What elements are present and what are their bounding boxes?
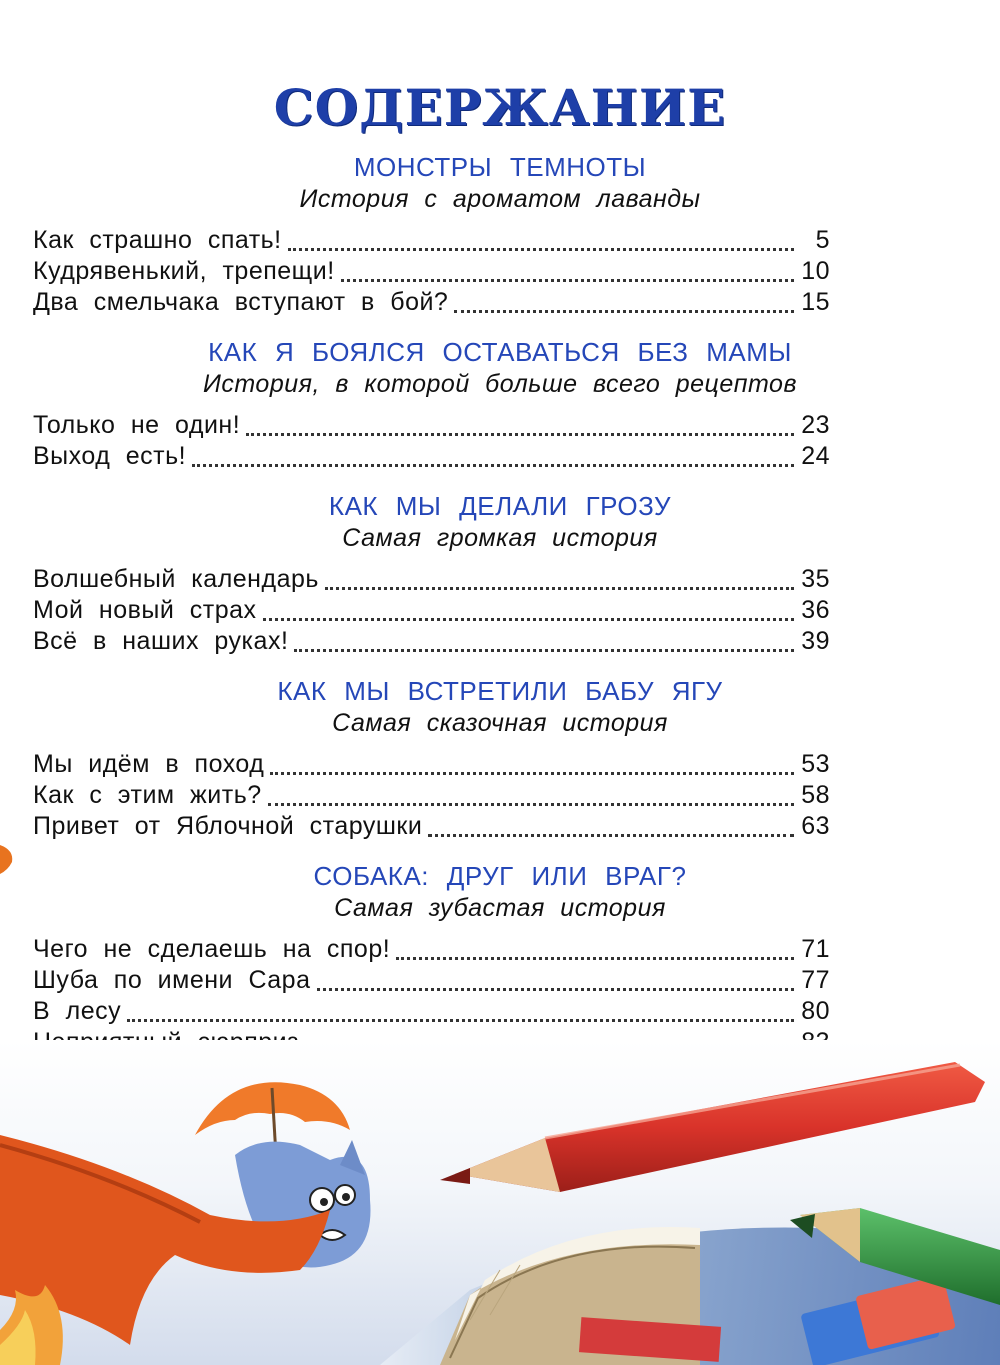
section-title: КАК МЫ ДЕЛАЛИ ГРОЗУ — [328, 491, 672, 521]
entry-label: В лесу — [33, 997, 122, 1025]
dot-leader — [341, 279, 794, 282]
dot-leader — [454, 310, 794, 313]
toc-entry[interactable] — [33, 410, 830, 441]
page-number: 77 — [801, 966, 830, 994]
toc-section — [0, 150, 1000, 318]
page-number: 24 — [801, 442, 830, 470]
toc-entry[interactable] — [33, 780, 830, 811]
dot-leader — [192, 464, 794, 467]
dot-leader — [294, 649, 794, 652]
dot-leader — [396, 957, 794, 960]
toc-entry[interactable] — [33, 225, 830, 256]
section-subtitle: История с ароматом лаванды — [299, 185, 701, 213]
entry-label: Два смельчака вступают в бой? — [33, 288, 449, 316]
entry-label: Кудрявенький, трепещи! — [33, 257, 335, 285]
page-title: СОДЕРЖАНИЕ — [273, 78, 727, 137]
entry-label: Только не один! — [33, 411, 241, 439]
toc-entry[interactable] — [33, 441, 830, 472]
page-number: 58 — [801, 781, 830, 809]
page-number: 36 — [801, 596, 830, 624]
dot-leader — [268, 803, 794, 806]
toc-entry[interactable] — [33, 749, 830, 780]
page-number: 80 — [801, 997, 830, 1025]
toc-entry[interactable] — [33, 996, 830, 1027]
dot-leader — [246, 433, 794, 436]
page-number: 23 — [801, 411, 830, 439]
dot-leader — [127, 1019, 794, 1022]
entry-label: Как с этим жить? — [33, 781, 262, 809]
toc-section — [0, 674, 1000, 842]
section-title: КАК Я БОЯЛСЯ ОСТАВАТЬСЯ БЕЗ МАМЫ — [208, 337, 792, 367]
dot-leader — [317, 988, 795, 991]
dot-leader — [428, 834, 794, 837]
section-subtitle: Самая сказочная история — [332, 709, 668, 737]
toc-section — [0, 859, 1000, 1058]
toc-entry[interactable] — [33, 965, 830, 996]
toc-entry[interactable] — [33, 595, 830, 626]
entry-label: Мой новый страх — [33, 596, 257, 624]
entry-label: Выход есть! — [33, 442, 187, 470]
entry-label: Чего не сделаешь на спор! — [33, 935, 391, 963]
toc-section — [0, 335, 1000, 472]
table-of-contents — [0, 150, 1000, 1058]
page-number: 39 — [801, 627, 830, 655]
section-subtitle: История, в которой больше всего рецептов — [202, 370, 798, 398]
page-number: 63 — [801, 812, 830, 840]
page-number: 71 — [801, 935, 830, 963]
entry-label: Волшебный календарь — [33, 565, 319, 593]
toc-entry[interactable] — [33, 626, 830, 657]
dot-leader — [270, 772, 794, 775]
page-number: 35 — [801, 565, 830, 593]
page-number: 53 — [801, 750, 830, 778]
page-number: 5 — [815, 226, 830, 254]
entry-label: Привет от Яблочной старушки — [33, 812, 423, 840]
toc-section — [0, 489, 1000, 657]
section-title: МОНСТРЫ ТЕМНОТЫ — [353, 152, 647, 182]
toc-entry[interactable] — [33, 287, 830, 318]
page-number: 15 — [801, 288, 830, 316]
section-subtitle: Самая зубастая история — [334, 894, 666, 922]
dot-leader — [325, 587, 794, 590]
entry-label: Всё в наших руках! — [33, 627, 289, 655]
toc-entry[interactable] — [33, 564, 830, 595]
toc-entry[interactable] — [33, 811, 830, 842]
dot-leader — [263, 618, 794, 621]
page-number: 10 — [801, 257, 830, 285]
dot-leader — [288, 248, 794, 251]
section-subtitle: Самая громкая история — [342, 524, 658, 552]
entry-label: Мы идём в поход — [33, 750, 265, 778]
section-title: СОБАКА: ДРУГ ИЛИ ВРАГ? — [313, 861, 687, 891]
toc-entry[interactable] — [33, 256, 830, 287]
toc-entry[interactable] — [33, 934, 830, 965]
entry-label: Шуба по имени Сара — [33, 966, 311, 994]
entry-label: Как страшно спать! — [33, 226, 282, 254]
section-title: КАК МЫ ВСТРЕТИЛИ БАБУ ЯГУ — [277, 676, 723, 706]
illustration — [0, 1040, 1000, 1365]
